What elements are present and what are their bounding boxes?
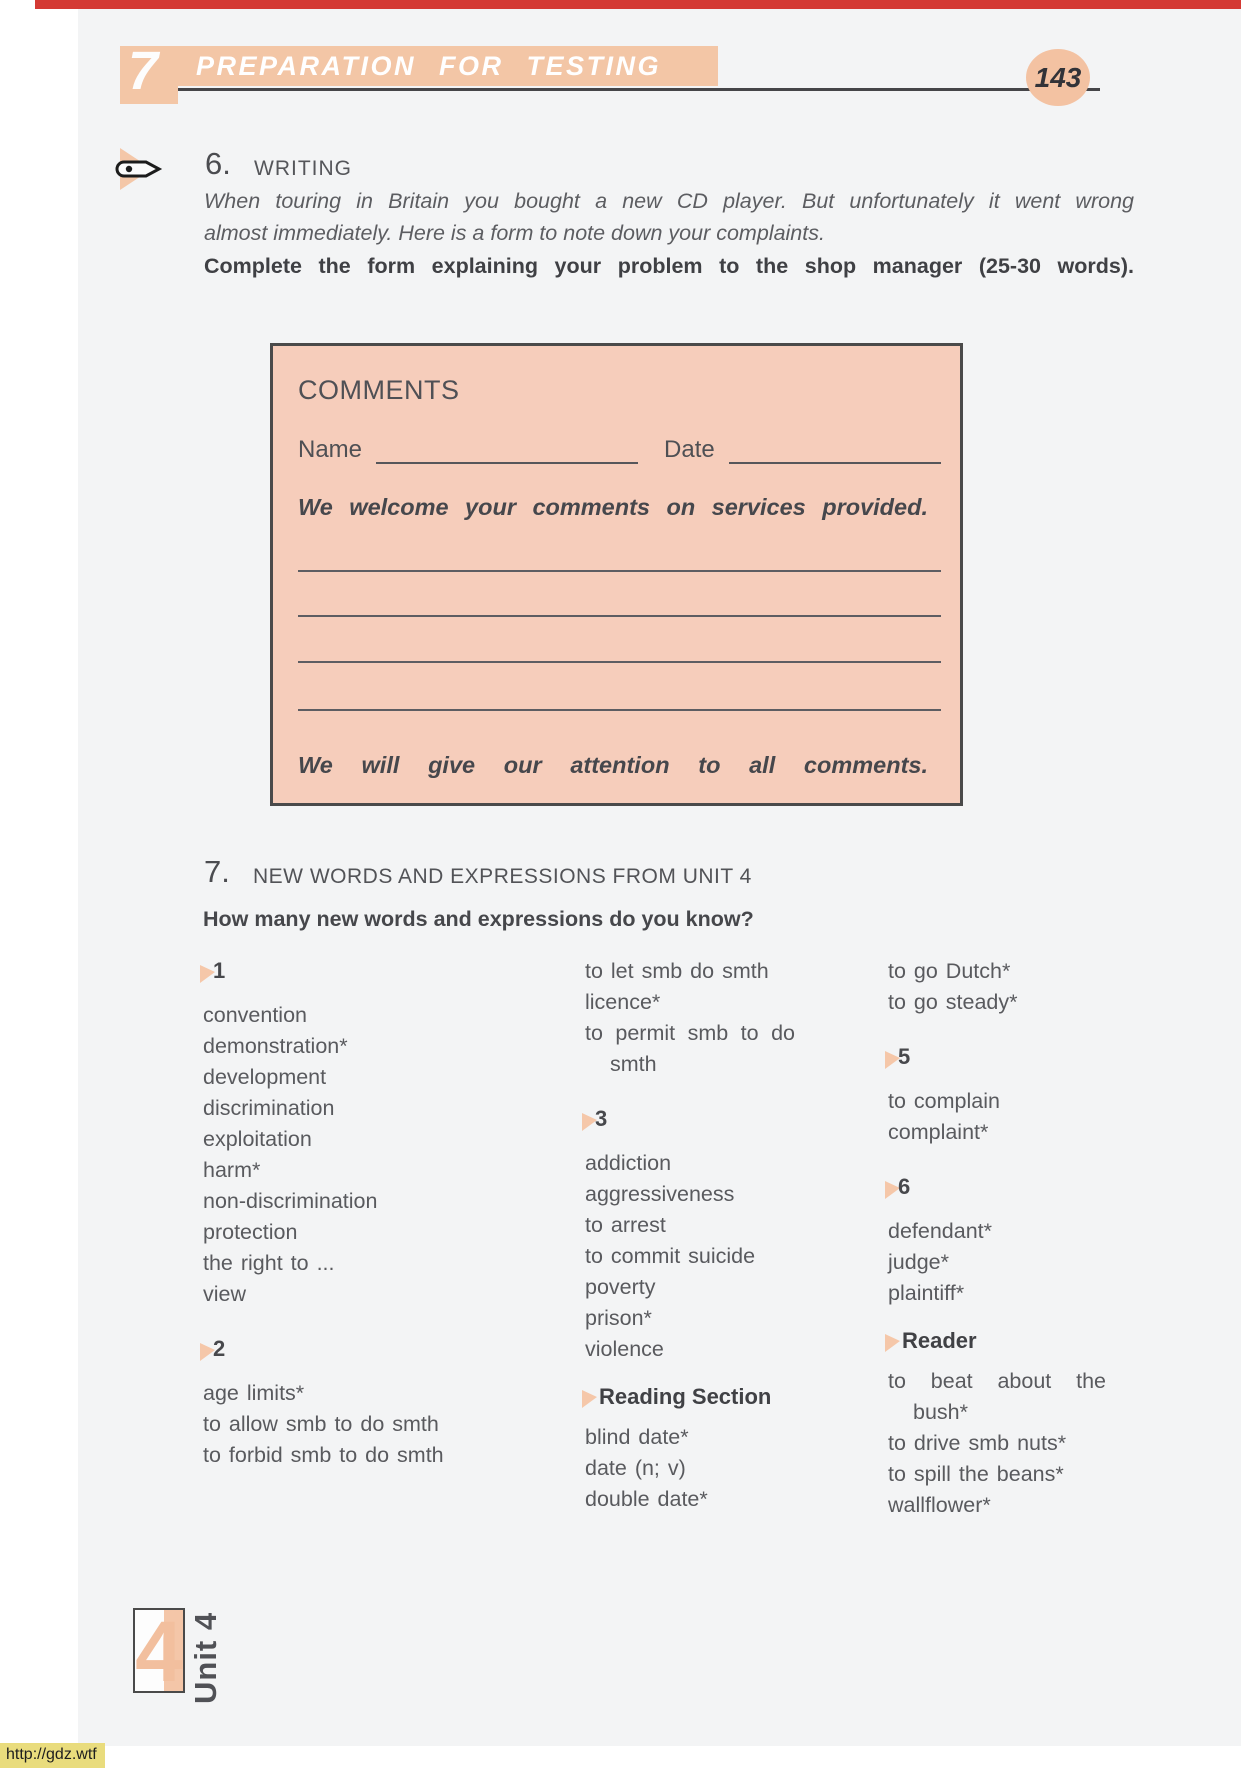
chapter-title: PREPARATION FOR TESTING [196, 51, 662, 81]
comment-blank-line [298, 709, 941, 711]
group-marker-2: 2 [203, 1334, 477, 1368]
comment-blank-line [298, 570, 941, 572]
word-item: discrimination [203, 1096, 335, 1120]
word-item: to beat about the bush* [888, 1369, 1106, 1424]
name-blank-line [376, 436, 638, 464]
word-item: to go steady* [888, 990, 1018, 1014]
form-closing-line: We will give our attention to all comments. [298, 752, 928, 778]
writing-intro-line1: When touring in Britain you bought a new CD player. But unfortunately it went wrong [204, 189, 1134, 213]
word-item: wallflower* [888, 1493, 991, 1517]
name-label: Name [298, 436, 363, 463]
word-item: blind date* [585, 1425, 689, 1449]
word-item: to go Dutch* [888, 959, 1011, 983]
page-number: 143 [1034, 61, 1082, 93]
page-number-badge [1026, 49, 1090, 106]
word-item: to complain [888, 1089, 1000, 1113]
word-item: to let smb do smth [585, 959, 769, 983]
comment-blank-line [298, 615, 941, 617]
word-item: harm* [203, 1158, 261, 1182]
word-item: development [203, 1065, 327, 1089]
word-item: to permit smb to do smth [585, 1021, 795, 1076]
exercise-7-title: NEW WORDS AND EXPRESSIONS FROM UNIT 4 [253, 865, 752, 888]
comments-form [270, 343, 963, 806]
word-item: defendant* [888, 1219, 993, 1243]
comment-blank-line [298, 661, 941, 663]
word-item: protection [203, 1220, 298, 1244]
word-item: to spill the beans* [888, 1462, 1064, 1486]
word-item: to forbid smb to do smth [203, 1443, 444, 1467]
scan-edge-stripe [35, 0, 1241, 9]
unit-badge [133, 1608, 185, 1693]
vocabulary-question: How many new words and expressions do you know? [203, 907, 754, 931]
word-column-2 [585, 956, 803, 1515]
header-rule [178, 88, 1100, 91]
word-item: poverty [585, 1275, 656, 1299]
group-heading-reader: Reader [888, 1325, 1106, 1356]
word-item: exploitation [203, 1127, 312, 1151]
word-item: licence* [585, 990, 661, 1014]
triangle-bullet-icon [582, 1390, 597, 1408]
watermark-link[interactable]: http://gdz.wtf [0, 1743, 105, 1768]
word-item: the right to ... [203, 1251, 335, 1275]
group-marker-5: 5 [888, 1042, 1106, 1076]
chapter-number: 7 [128, 41, 159, 101]
word-item: to allow smb to do smth [203, 1412, 439, 1436]
date-label: Date [664, 436, 715, 463]
word-item: non-discrimination [203, 1189, 378, 1213]
word-column-1 [203, 956, 477, 1471]
word-item: convention [203, 1003, 307, 1027]
word-column-3 [888, 956, 1106, 1521]
group-marker-1: 1 [203, 956, 477, 990]
group-marker-3: 3 [585, 1104, 803, 1138]
word-item: to arrest [585, 1213, 666, 1237]
group-heading-reading-section: Reading Section [585, 1381, 803, 1412]
unit-number: 4 [135, 1608, 183, 1693]
word-item: age limits* [203, 1381, 305, 1405]
unit-label-vertical: Unit 4 [188, 1611, 223, 1704]
triangle-bullet-icon [885, 1334, 900, 1352]
word-item: demonstration* [203, 1034, 348, 1058]
pencil-icon [114, 146, 168, 192]
writing-task: Complete the form explaining your problem to the shop manager (25-30 words). [204, 254, 1134, 278]
exercise-6-title: WRITING [254, 157, 352, 180]
word-item: judge* [888, 1250, 949, 1274]
date-blank-line [729, 436, 941, 464]
name-date-row [298, 436, 941, 464]
word-item: to commit suicide [585, 1244, 756, 1268]
word-item: view [203, 1282, 247, 1306]
word-item: complaint* [888, 1120, 989, 1144]
word-item: addiction [585, 1151, 672, 1175]
exercise-6-number: 6. [205, 146, 231, 181]
exercise-7-number: 7. [204, 854, 230, 889]
word-item: double date* [585, 1487, 708, 1511]
word-item: aggressiveness [585, 1182, 735, 1206]
word-item: plaintiff* [888, 1281, 965, 1305]
form-title: COMMENTS [298, 375, 460, 405]
word-item: prison* [585, 1306, 652, 1330]
word-item: violence [585, 1337, 664, 1361]
word-item: date (n; v) [585, 1456, 686, 1480]
form-welcome-line: We welcome your comments on services provided. [298, 494, 928, 520]
writing-intro-line2: almost immediately. Here is a form to note down your complaints. [204, 221, 825, 245]
word-item: to drive smb nuts* [888, 1431, 1067, 1455]
group-marker-6: 6 [888, 1172, 1106, 1206]
